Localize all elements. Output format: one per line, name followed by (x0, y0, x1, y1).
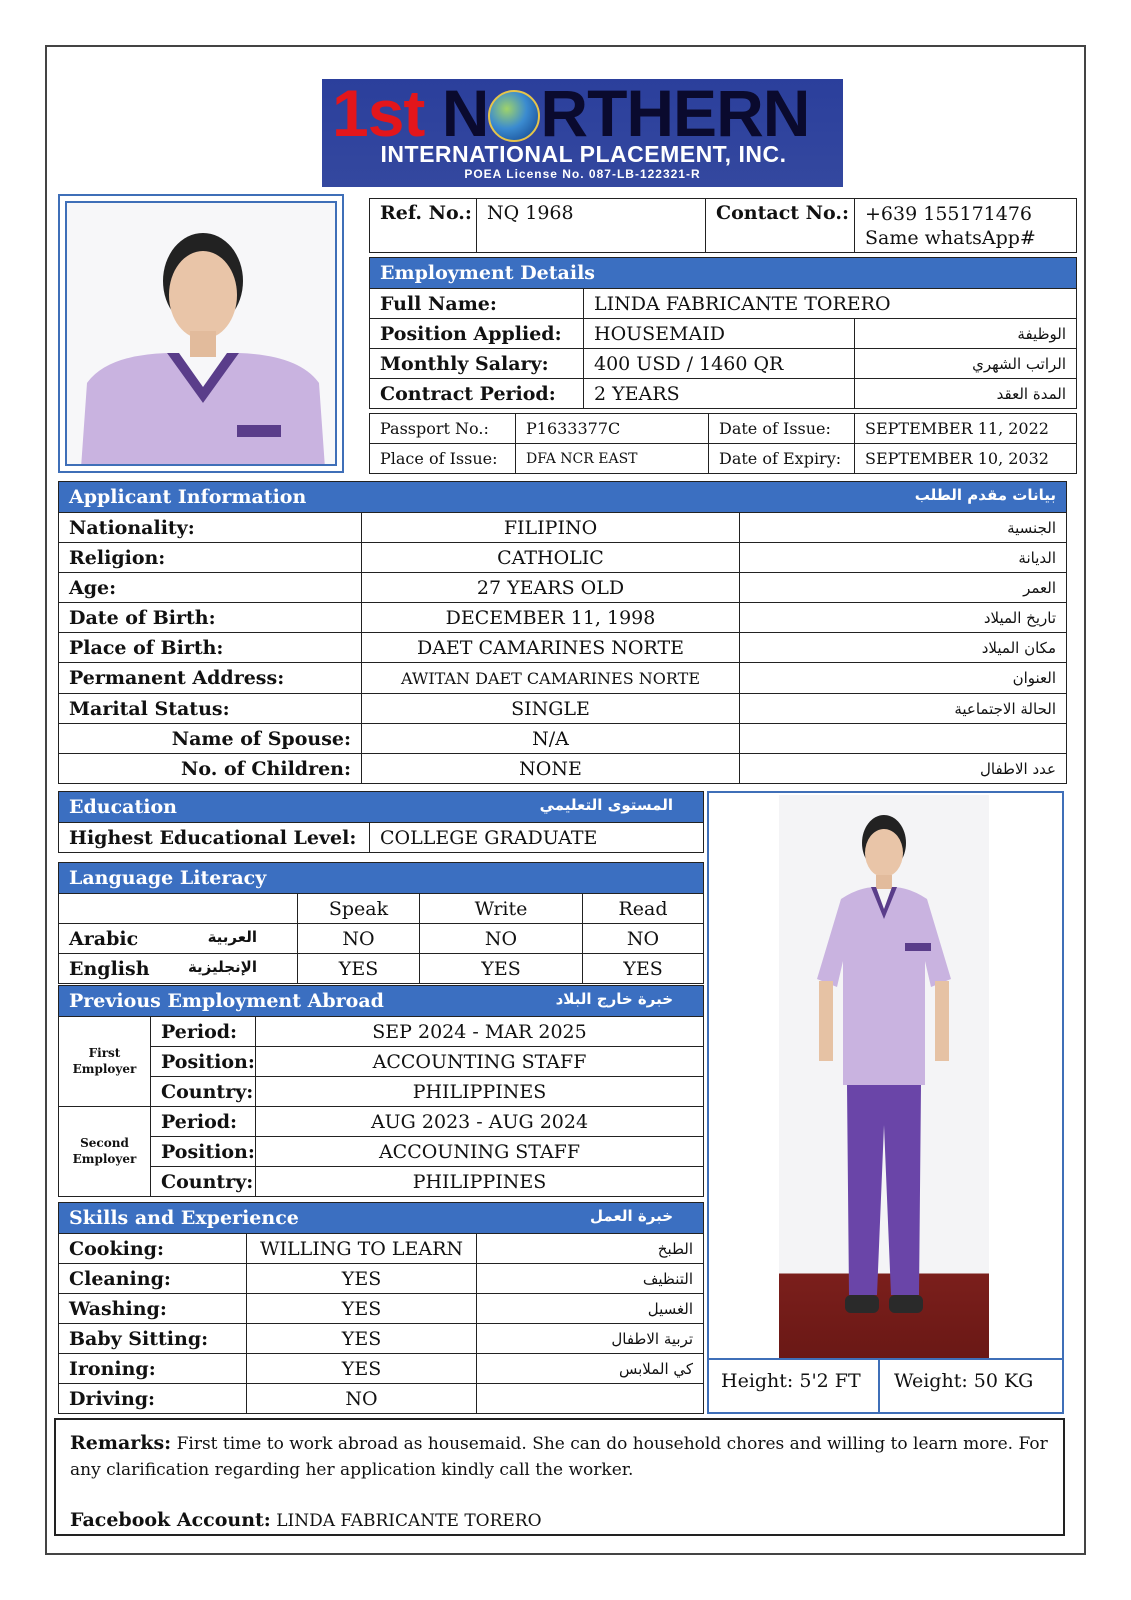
emp-label: Monthly Salary: (370, 349, 584, 379)
applicant-arabic (740, 724, 1067, 754)
first-employer-label: First Employer (59, 1017, 151, 1107)
previous-title-ar: خبرة خارج البلاد (555, 990, 673, 1008)
read-header: Read (583, 894, 704, 924)
company-logo (322, 79, 843, 187)
applicant-value: N/A (362, 724, 740, 754)
logo-n: N (441, 79, 489, 150)
emp-arabic: الوظيفة (855, 319, 1077, 349)
language-table (58, 862, 704, 984)
education-value: COLLEGE GRADUATE (370, 823, 704, 853)
applicant-arabic: تاريخ الميلاد (740, 603, 1067, 633)
full-body-photo (779, 795, 989, 1358)
applicant-arabic: الجنسية (740, 513, 1067, 543)
contact-note: Same whatsApp# (865, 227, 1036, 249)
applicant-value: CATHOLIC (362, 543, 740, 573)
country-value: PHILIPPINES (256, 1167, 704, 1197)
ref-label: Ref. No.: (370, 199, 477, 253)
globe-icon (488, 90, 540, 142)
emp-label: Position Applied: (370, 319, 584, 349)
language-blank (59, 894, 298, 924)
education-title: Education (69, 796, 177, 818)
speak-header: Speak (298, 894, 420, 924)
place-issue-value: DFA NCR EAST (516, 444, 709, 474)
ref-value: NQ 1968 (477, 199, 706, 253)
skill-arabic (477, 1384, 704, 1414)
skill-value: YES (247, 1354, 477, 1384)
language-name (59, 954, 298, 984)
emp-arabic: الراتب الشهري (855, 349, 1077, 379)
issue-date-value: SEPTEMBER 11, 2022 (855, 414, 1077, 444)
applicant-value: 27 YEARS OLD (362, 573, 740, 603)
education-title-ar: المستوى التعليمي (539, 796, 674, 814)
education-table (58, 791, 704, 853)
skill-arabic: الغسيل (477, 1294, 704, 1324)
skill-label: Cooking: (59, 1234, 247, 1264)
portrait-photo-frame (58, 194, 344, 473)
portrait-illustration (67, 203, 337, 466)
passport-no-value: P1633377C (516, 414, 709, 444)
facebook-line (70, 1507, 1049, 1534)
applicant-arabic: الديانة (740, 543, 1067, 573)
logo-1st: 1st (332, 79, 425, 150)
applicant-label: No. of Children: (59, 754, 362, 784)
emp-value: HOUSEMAID (584, 319, 855, 349)
issue-date-label: Date of Issue: (709, 414, 855, 444)
full-body-photo-frame (707, 791, 1064, 1414)
applicant-arabic: العمر (740, 573, 1067, 603)
skill-value: YES (247, 1264, 477, 1294)
period-value: SEP 2024 - MAR 2025 (256, 1017, 704, 1047)
write-value: YES (420, 954, 583, 984)
previous-employment-table (58, 985, 704, 1197)
skill-label: Washing: (59, 1294, 247, 1324)
applicant-arabic: عدد الاطفال (740, 754, 1067, 784)
skill-arabic: التنظيف (477, 1264, 704, 1294)
remarks-text: First time to work abroad as housemaid. She can do household chores and willing to learn more. For any clarification regarding her application kindly call the worker. (70, 1434, 1048, 1480)
previous-header (59, 986, 704, 1017)
position-value: ACCOUNING STAFF (256, 1137, 704, 1167)
period-label: Period: (151, 1017, 256, 1047)
skill-value: YES (247, 1294, 477, 1324)
language-arabic: الإنجليزية (187, 957, 257, 976)
read-value: NO (583, 924, 704, 954)
write-header: Write (420, 894, 583, 924)
skill-value: NO (247, 1384, 477, 1414)
logo-rthern: RTHERN (540, 79, 810, 150)
language-label: Arabic (69, 927, 139, 950)
applicant-label: Date of Birth: (59, 603, 362, 633)
language-arabic: العربية (207, 927, 257, 946)
skills-table (58, 1202, 704, 1414)
skill-label: Driving: (59, 1384, 247, 1414)
language-name (59, 924, 298, 954)
emp-value: LINDA FABRICANTE TORERO (584, 289, 1077, 319)
applicant-label: Place of Birth: (59, 633, 362, 663)
emp-value: 2 YEARS (584, 379, 855, 409)
employment-header: Employment Details (370, 258, 1077, 289)
full-body-illustration (779, 795, 989, 1358)
remarks-paragraph (70, 1430, 1049, 1483)
applicant-value: AWITAN DAET CAMARINES NORTE (362, 663, 740, 694)
skills-header (59, 1203, 704, 1234)
previous-title: Previous Employment Abroad (69, 990, 384, 1012)
applicant-label: Nationality: (59, 513, 362, 543)
remarks-box (54, 1418, 1065, 1536)
country-value: PHILIPPINES (256, 1077, 704, 1107)
passport-no-label: Passport No.: (370, 414, 516, 444)
applicant-label: Marital Status: (59, 694, 362, 724)
height-value: Height: 5'2 FT (709, 1358, 880, 1412)
facebook-value: LINDA FABRICANTE TORERO (276, 1511, 542, 1531)
skill-arabic: كي الملابس (477, 1354, 704, 1384)
speak-value: NO (298, 924, 420, 954)
skill-arabic: تربية الاطفال (477, 1324, 704, 1354)
speak-value: YES (298, 954, 420, 984)
employment-table (369, 257, 1077, 409)
education-label: Highest Educational Level: (59, 823, 370, 853)
education-header (59, 792, 704, 823)
reference-table (369, 198, 1077, 253)
position-label: Position: (151, 1137, 256, 1167)
skill-label: Ironing: (59, 1354, 247, 1384)
expiry-value: SEPTEMBER 10, 2032 (855, 444, 1077, 474)
emp-label: Contract Period: (370, 379, 584, 409)
skills-title: Skills and Experience (69, 1207, 299, 1229)
contact-value: +639 155171476 (865, 203, 1033, 225)
emp-value: 400 USD / 1460 QR (584, 349, 855, 379)
applicant-title-ar: بيانات مقدم الطلب (914, 486, 1056, 504)
second-employer-label: Second Employer (59, 1107, 151, 1197)
skill-label: Baby Sitting: (59, 1324, 247, 1354)
period-value: AUG 2023 - AUG 2024 (256, 1107, 704, 1137)
applicant-arabic: العنوان (740, 663, 1067, 694)
emp-arabic: المدة العقد (855, 379, 1077, 409)
period-label: Period: (151, 1107, 256, 1137)
logo-subtitle: INTERNATIONAL PLACEMENT, INC. (380, 141, 787, 167)
applicant-value: NONE (362, 754, 740, 784)
applicant-value: DECEMBER 11, 1998 (362, 603, 740, 633)
skill-label: Cleaning: (59, 1264, 247, 1294)
logo-license: POEA License No. 087-LB-122321-R (464, 167, 701, 181)
applicant-arabic: مكان الميلاد (740, 633, 1067, 663)
facebook-label: Facebook Account: (70, 1509, 271, 1531)
language-header: Language Literacy (59, 863, 704, 894)
applicant-value: FILIPINO (362, 513, 740, 543)
applicant-label: Permanent Address: (59, 663, 362, 694)
applicant-label: Religion: (59, 543, 362, 573)
contact-label: Contact No.: (706, 199, 855, 253)
place-issue-label: Place of Issue: (370, 444, 516, 474)
skill-value: YES (247, 1324, 477, 1354)
applicant-label: Name of Spouse: (59, 724, 362, 754)
applicant-value: DAET CAMARINES NORTE (362, 633, 740, 663)
contact-cell (855, 199, 1077, 253)
position-label: Position: (151, 1047, 256, 1077)
position-value: ACCOUNTING STAFF (256, 1047, 704, 1077)
portrait-photo (65, 201, 337, 466)
applicant-table (58, 481, 1067, 784)
remarks-label: Remarks: (70, 1432, 172, 1454)
applicant-header (59, 482, 1067, 513)
applicant-label: Age: (59, 573, 362, 603)
weight-value: Weight: 50 KG (880, 1358, 1062, 1412)
write-value: NO (420, 924, 583, 954)
expiry-label: Date of Expiry: (709, 444, 855, 474)
country-label: Country: (151, 1167, 256, 1197)
language-label: English (69, 957, 150, 980)
applicant-value: SINGLE (362, 694, 740, 724)
skill-value: WILLING TO LEARN (247, 1234, 477, 1264)
passport-table (369, 413, 1077, 474)
skill-arabic: الطبخ (477, 1234, 704, 1264)
emp-label: Full Name: (370, 289, 584, 319)
country-label: Country: (151, 1077, 256, 1107)
applicant-arabic: الحالة الاجتماعية (740, 694, 1067, 724)
read-value: YES (583, 954, 704, 984)
skills-title-ar: خبرة العمل (590, 1207, 674, 1225)
applicant-title: Applicant Information (69, 486, 307, 508)
